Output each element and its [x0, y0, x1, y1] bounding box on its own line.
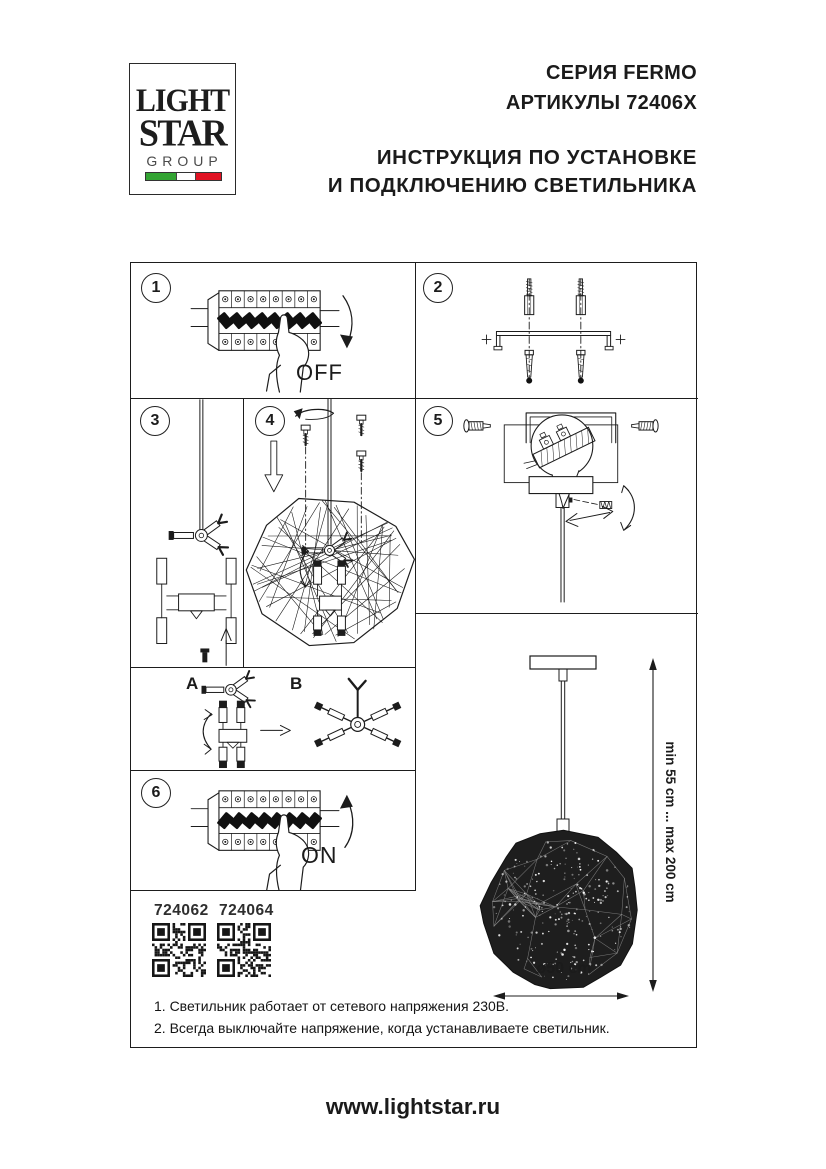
note-1: 1. Светильник работает от сетевого напряжения 230В. — [154, 998, 510, 1014]
mounting-hardware-diagram — [416, 263, 698, 398]
step-4-number: 4 — [255, 406, 285, 436]
footer-website: www.lightstar.ru — [325, 1094, 501, 1119]
instruction-panels-frame — [130, 262, 697, 1048]
step-5-number: 5 — [423, 406, 453, 436]
flag-green-segment — [146, 173, 176, 180]
panel-step6-power-on — [131, 771, 416, 891]
step-3-number: 3 — [140, 406, 170, 436]
header-text — [328, 58, 697, 200]
wireframe-shade-diagram — [244, 399, 415, 667]
articles-title: АРТИКУЛЫ 72406X — [505, 92, 697, 114]
panel-step2-mounting-hardware — [416, 263, 698, 399]
instruction-title — [328, 144, 697, 200]
panel-pendant-dimensions — [416, 614, 698, 1049]
flag-white-segment — [176, 173, 196, 180]
step-2-number: 2 — [423, 273, 453, 303]
pendant-dimensions-diagram — [416, 614, 698, 1049]
panel-step4-shade-assembly — [244, 399, 416, 668]
series-title: СЕРИЯ FERMO — [546, 62, 697, 84]
logo-word-light: LIGHT — [135, 82, 230, 119]
panel-step5-ceiling-mount — [416, 399, 698, 614]
qr-code-724064 — [217, 923, 271, 977]
variant-b-label: B — [290, 674, 303, 693]
instruction-title-line1: ИНСТРУКЦИЯ ПО УСТАНОВКЕ — [376, 146, 697, 169]
breaker-off-diagram — [131, 263, 415, 398]
article-code-724062: 724062 — [154, 902, 209, 919]
breaker-off-label: OFF — [296, 360, 343, 385]
article-code-724064: 724064 — [219, 902, 274, 919]
breaker-on-label: ON — [301, 842, 338, 868]
diameter-label: ø50 cm — [536, 960, 592, 977]
qr-code-724062 — [152, 923, 206, 977]
arm-unfolding-diagram — [131, 668, 415, 770]
step-1-number: 1 — [141, 273, 171, 303]
safety-notes — [154, 996, 610, 1039]
logo-word-star: STAR — [138, 111, 227, 154]
spider-bracket-diagram — [131, 399, 243, 667]
height-range-label: min 55 cm ... max 200 cm — [663, 741, 678, 903]
logo-word-group: GROUP — [146, 153, 223, 170]
note-2: 2. Всегда выключайте напряжение, когда устанавливаете светильник. — [154, 1019, 610, 1036]
instruction-title-line2: И ПОДКЛЮЧЕНИЮ СВЕТИЛЬНИКА — [327, 174, 697, 197]
italian-flag-bar — [145, 172, 222, 181]
step-6-number: 6 — [141, 778, 171, 808]
ceiling-mount-diagram — [416, 399, 698, 613]
panel-arm-unfolding — [131, 668, 416, 771]
panel-step1-power-off — [131, 263, 416, 399]
lightstar-logo — [129, 63, 236, 195]
variant-a-label: A — [186, 674, 199, 693]
flag-red-segment — [196, 173, 221, 180]
breaker-on-diagram — [131, 771, 415, 890]
panel-step3-spider-bracket — [131, 399, 244, 668]
